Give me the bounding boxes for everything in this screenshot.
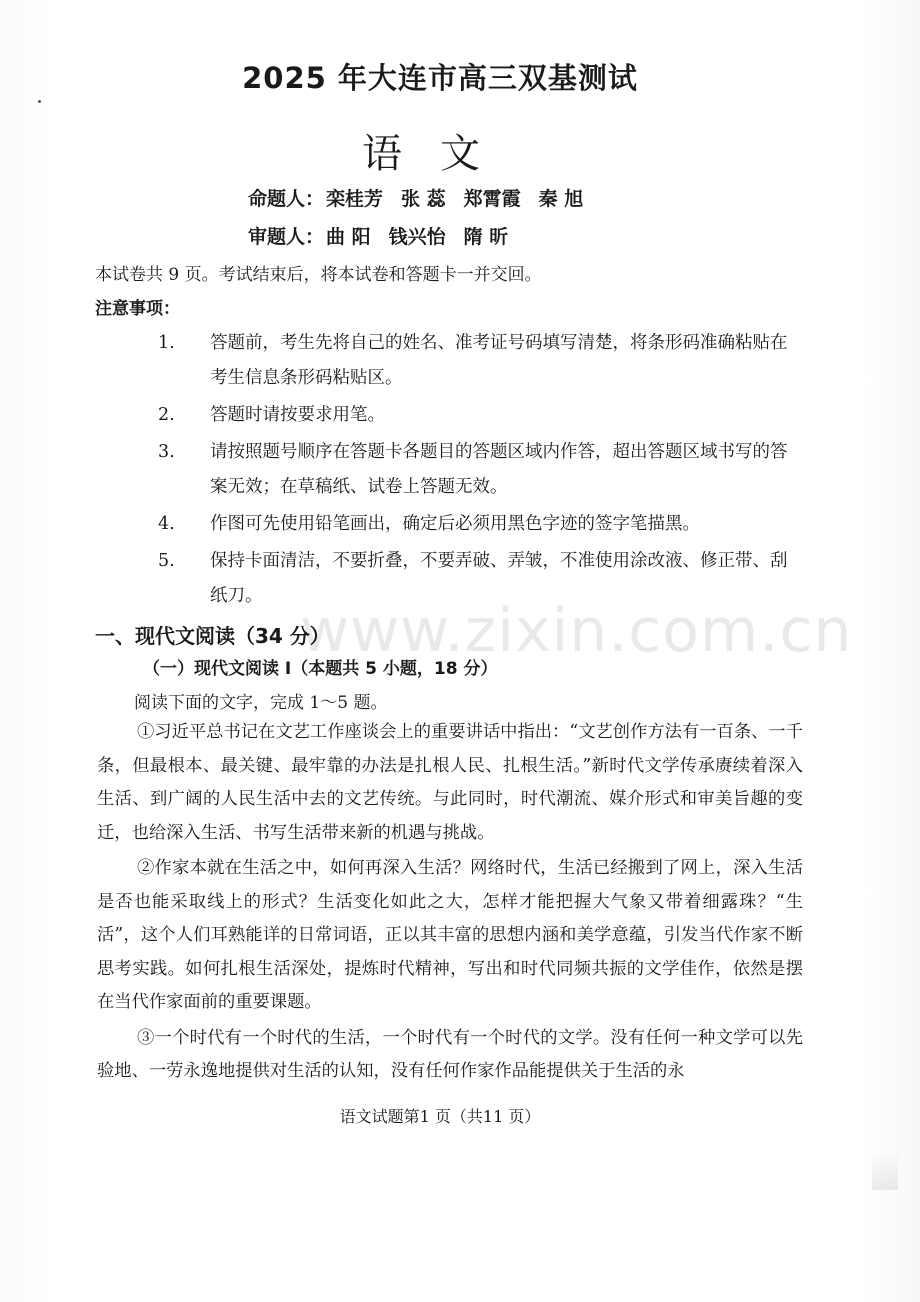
- notice-item-number: 1.: [158, 333, 175, 353]
- reviewer-name: 钱兴怡: [388, 226, 446, 248]
- notice-item-text: 请按照题号顺序在答题卡各题目的答题区域内作答，超出答题区域书写的答案无效；在草稿纸、试卷上答题无效。: [210, 442, 788, 497]
- notice-title: 注意事项：: [95, 299, 180, 319]
- notice-item-number: 3.: [158, 442, 175, 462]
- notice-item: [158, 544, 796, 614]
- reading-instruction: 阅读下面的文字，完成 1～5 题。: [134, 693, 388, 713]
- passage-paragraph: ③一个时代有一个时代的生活，一个时代有一个时代的文学。没有任何一种文学可以先验地、一劳永逸地提供对生活的认知，没有任何作家作品能提供关于生活的永: [97, 1027, 803, 1081]
- notice-item: [158, 507, 796, 542]
- notice-item-number: 5.: [158, 551, 175, 571]
- section-title: 一、现代文阅读（34 分）: [95, 624, 330, 648]
- setter-name: 栾桂芳: [326, 188, 384, 210]
- subsection-title: （一）现代文阅读 I（本题共 5 小题，18 分）: [143, 659, 498, 679]
- passage-paragraph: ①习近平总书记在文艺工作座谈会上的重要讲话中指出：“文艺创作方法有一百条、一千条，但最根本、最关键、最牢靠的办法是扎根人民、扎根生活。”新时代文学传承赓续着深入生活、到广阔的人民生活中去的文艺传统。与此同时，时代潮流、媒介形式和审美旨趣的变迁，也给深入生活、书写生活带来新的机遇与挑战。: [97, 722, 803, 843]
- setter-name: 郑霄霞: [463, 188, 521, 210]
- notice-list: [158, 326, 796, 616]
- setters-line: [248, 184, 601, 211]
- passage-paragraph: ②作家本就在生活之中，如何再深入生活？网络时代，生活已经搬到了网上，深入生活是否也能采取线上的形式？生活变化如此之大，怎样才能把握大气象又带着细露珠？“生活”，这个人们耳熟能详的日常词语，正以其丰富的思想内涵和美学意蕴，引发当代作家不断思考实践。如何扎根生活深处，提炼时代精神，写出和时代同频共振的文学佳作，依然是摆在当代作家面前的重要课题。: [97, 858, 803, 1012]
- notice-item: [158, 398, 796, 433]
- reviewers-label: 审题人：: [248, 226, 325, 248]
- scan-edge-shadow: [872, 1150, 898, 1190]
- notice-item-number: 2.: [158, 405, 175, 425]
- reviewers-line: [248, 222, 526, 249]
- scan-speck: [38, 100, 41, 103]
- site-watermark: www.zixin.com.cn: [300, 596, 853, 666]
- notice-item-text: 作图可先使用铅笔画出，确定后必须用黑色字迹的签字笔描黑。: [210, 514, 700, 534]
- setter-name: 秦 旭: [538, 188, 584, 210]
- page-footer: 语文试题第1 页（共11 页）: [339, 1107, 541, 1126]
- notice-item: [158, 435, 796, 505]
- notice-item-text: 保持卡面清洁，不要折叠，不要弄破、弄皱，不准使用涂改液、修正带、刮纸刀。: [210, 551, 788, 606]
- notice-item-number: 4.: [158, 514, 175, 534]
- setters-label: 命题人：: [248, 188, 325, 210]
- setter-name: 张 蕊: [401, 188, 446, 210]
- reviewer-name: 隋 昕: [463, 226, 509, 248]
- notice-item-text: 答题时请按要求用笔。: [210, 405, 385, 425]
- reviewer-name: 曲 阳: [326, 226, 371, 248]
- reading-passage: [97, 716, 803, 1089]
- exam-intro: 本试卷共 9 页。考试结束后，将本试卷和答题卡一并交回。: [95, 265, 542, 285]
- notice-item: [158, 326, 796, 396]
- subject-title: 语文: [362, 131, 518, 177]
- notice-item-text: 答题前，考生先将自己的姓名、准考证号码填写清楚，将条形码准确粘贴在考生信息条形码粘贴区。: [210, 333, 788, 388]
- exam-title: 2025 年大连市高三双基测试: [242, 61, 638, 95]
